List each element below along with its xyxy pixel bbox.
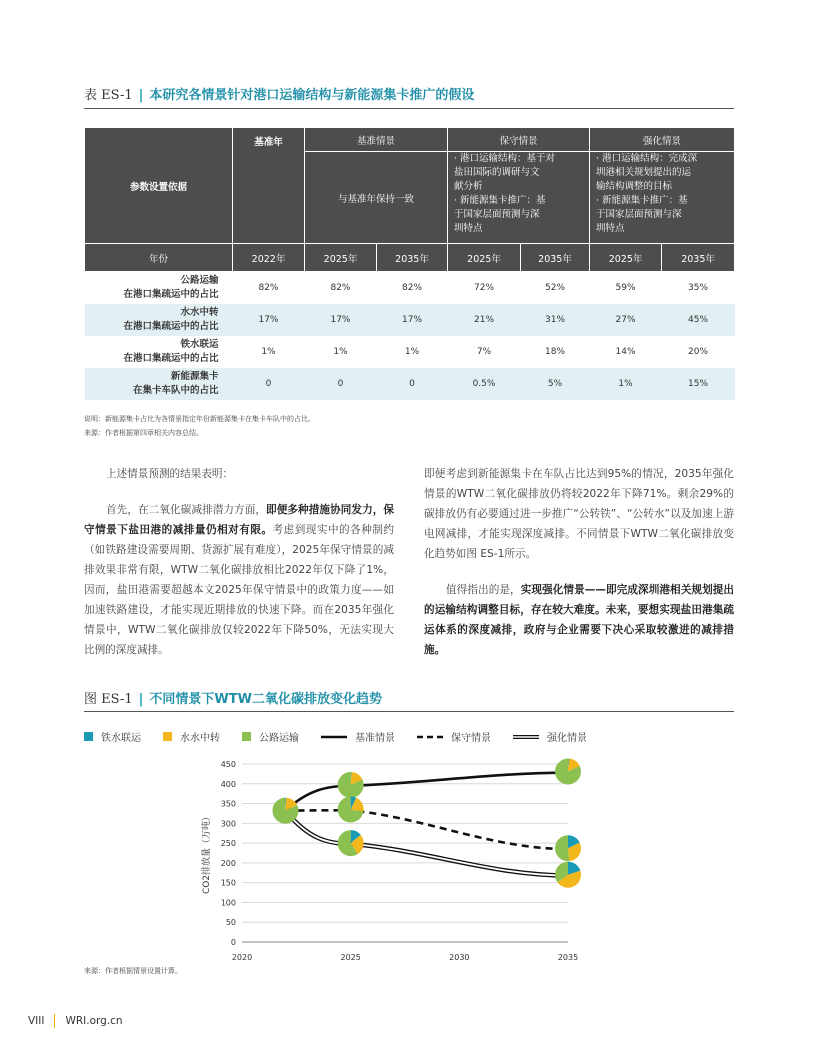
pie-slice-water [351,772,363,785]
y-tick-label: 350 [220,799,236,809]
table-cell: 7% [476,347,492,357]
pie-slice-rail [351,830,361,843]
conservative-desc-line: · 新能源集卡推广：基 [454,195,546,206]
table-note: 说明：新能源集卡占比为各情景指定年份新能源集卡在集卡车队中的占比。 [84,415,315,423]
body-left-paragraph [84,500,394,660]
table-cell: 45% [662,304,735,336]
body-left-text-a: 首先，在二氧化碳减排潜力方面， [106,504,267,516]
y-tick-label: 50 [225,918,236,928]
table-row [85,336,735,368]
table-cell: 31% [521,304,590,336]
pie-slice-road [338,796,364,822]
y-tick-label: 400 [220,779,236,789]
series-line-enhanced-inner [285,811,568,876]
site-url: WRI.org.cn [65,1015,123,1027]
year-label: 年份 [85,244,233,272]
table-cell: 0 [233,368,305,400]
pie-slice-road [555,759,581,785]
assumption-table [84,127,735,400]
pie-slice-road [555,835,569,861]
row-label-line1: 水水中转 [180,307,219,318]
body-left-bold: 即便多种措施协同发力，保守情景下盐田港的减排量仍相对有限。 [84,504,395,536]
figure-caption-rule [84,711,734,712]
table-cell: 59% [615,283,636,293]
pie-slice-rail [351,772,352,785]
pie-slice-water [568,843,581,862]
row-label-line2: 在集卡车队中的占比 [132,385,219,396]
table-cell: 1% [261,347,276,357]
pie-slice-water [351,798,364,812]
pie-slice-road [338,830,358,856]
pie-slice-rail [568,862,580,875]
table-cell: 0 [377,368,448,400]
y-tick-label: 300 [220,819,236,829]
enhanced-desc-line: 于国家层面预测与深 [596,209,682,220]
row-label-line1: 新能源集卡 [170,371,219,382]
table-cell: 35% [688,283,709,293]
table-cell: 5% [521,368,590,400]
legend-label: 基准情景 [355,733,395,744]
figure-caption-label: 图 ES-1 [84,692,133,707]
legend-swatch [84,732,93,741]
pie-slice-rail [285,798,286,811]
row-label-line1: 铁水联运 [180,339,219,350]
table-row [85,272,735,305]
series-line-baseline [285,773,568,811]
table-caption [84,84,474,103]
enhanced-desc-line: · 新能源集卡推广：基 [596,195,688,206]
table-caption-label: 表 ES-1 [84,88,133,103]
legend-line-double [513,733,539,741]
legend-swatch [242,732,251,741]
pie-slice-water [557,871,581,888]
legend-swatch [163,732,172,741]
enhanced-desc-line: 输结构调整的目标 [596,181,673,192]
series-line-enhanced [285,811,568,876]
legend-item-road [242,729,299,744]
table-cell: 82% [330,283,351,293]
body-left-text-c: 考虑到现实中的各种制约（如铁路建设需要周期、货源扩展有难度），2025年保守情景的减排效果非常有限，WTW二氧化碳排放相比2022年仅下降了1%，因而，盐田港需要超越本文2025年保守情景中的政策力度——如加速铁路建设，才能实现近期排放的快速下降。而在2035年强化情景中，WTW二氧化碳排放仅较2022年下降50%，无法实现大比例的深度减排。 [84,524,394,656]
x-tick-label: 2030 [449,953,470,962]
baseline-description: 与基准年保持一致 [305,152,448,244]
conservative-desc-line: 圳特点 [454,223,483,234]
conservative-desc-line: 献分析 [454,181,483,192]
year-cell: 2025年 [305,244,377,272]
figure-caption-title: 不同情景下WTW二氧化碳排放变化趋势 [149,692,382,707]
row-label-line2: 在港口集疏运中的占比 [123,289,219,300]
body-left-intro: 上述情景预测的结果表明： [106,468,234,480]
legend-label: 保守情景 [451,733,491,744]
conservative-desc-line: · 港口运输结构：基于对 [454,153,556,164]
figure-caption [84,688,382,707]
header-base-year: 基准年 [233,128,305,244]
table-caption-title: 本研究各情景针对港口运输结构与新能源集卡推广的假设 [149,88,475,103]
pie-slice-rail [568,759,569,772]
body-right-paragraph-1: 即便考虑到新能源集卡在车队占比达到95%的情况，2035年强化情景的WTW二氧化碳排放仍将较2022年下降71%。剩余29%的碳排放仍有必要通过进一步推广“公转铁”、“公转水”以及加速上游电网减排，才能实现深度减排。不同情景下WTW二氧化碳排放变化趋势如图 ES-1所示。 [424,468,734,560]
table-cell: 52% [545,283,566,293]
chart-source: 来源：作者根据情景设置计算。 [84,967,182,975]
legend-label: 水水中转 [180,733,220,744]
row-label-line1: 公路运输 [180,275,219,286]
pie-slice-water [285,798,297,811]
y-axis-label: CO2排放量（万吨） [202,811,212,895]
row-label-line2: 在港口集疏运中的占比 [123,321,219,332]
x-tick-label: 2025 [340,953,361,962]
legend-item-baseline [321,729,395,744]
chart-legend [84,729,609,744]
table-row [85,304,735,336]
row-label [85,336,233,368]
table-cell: 17% [377,304,448,336]
body-right-text-a: 值得指出的是， [446,584,521,596]
row-label [85,304,233,336]
legend-label: 公路运输 [259,733,299,744]
legend-item-water [163,729,220,744]
enhanced-description [590,152,735,244]
legend-item-conservative [417,729,491,744]
pie-slice-water [568,759,580,772]
table-cell: 27% [590,304,662,336]
legend-line-solid [321,733,347,741]
year-cell: 2035年 [521,244,590,272]
header-baseline: 基准情景 [305,128,448,152]
table-cell: 82% [402,283,423,293]
x-tick-label: 2020 [231,953,253,962]
table-cell: 72% [474,283,495,293]
table-cell: 21% [448,304,521,336]
table-cell: 1% [404,347,420,357]
table-cell: 15% [662,368,735,400]
pie-slice-road [338,772,364,798]
year-cell: 2035年 [662,244,735,272]
table-row [85,368,735,400]
year-cell: 2025年 [590,244,662,272]
y-tick-label: 100 [220,898,236,908]
table-cell: 0.5% [448,368,521,400]
header-conservative: 保守情景 [448,128,590,152]
caption-divider: | [138,692,144,707]
caption-divider: | [138,88,144,103]
pie-slice-road [272,798,298,824]
year-cell: 2035年 [377,244,448,272]
x-tick-label: 2035 [557,953,579,962]
page-footer [28,1014,123,1028]
conservative-desc-line: 于国家层面预测与深 [454,209,540,220]
year-cell: 2025年 [448,244,521,272]
table-cell: 14% [615,347,636,357]
table-cell: 20% [688,347,709,357]
header-basis: 参数设置依据 [85,128,233,244]
table-source: 来源：作者根据第四章相关内容总结。 [84,429,203,437]
enhanced-desc-line: 圳港相关规划提出的运 [596,167,692,178]
table-cell: 17% [305,304,377,336]
pie-slice-rail [568,835,580,848]
page-number: VIII [28,1015,45,1027]
legend-item-enhanced [513,729,587,744]
row-label [85,272,233,305]
footer-divider [54,1014,55,1028]
conservative-desc-line: 盐田国际的调研与文 [454,167,540,178]
y-tick-label: 450 [220,760,236,769]
body-right-paragraph-2 [424,580,734,660]
table-cell: 0 [305,368,377,400]
table-cell: 1% [590,368,662,400]
y-tick-label: 0 [230,938,236,947]
row-label [85,368,233,400]
y-tick-label: 150 [220,878,236,888]
y-tick-label: 200 [220,858,236,868]
enhanced-desc-line: · 港口运输结构：完成深 [596,153,698,164]
table-caption-rule [84,108,734,109]
table-cell: 18% [545,347,566,357]
pie-slice-water [351,835,364,854]
y-tick-label: 250 [220,839,236,849]
legend-label: 铁水联运 [101,733,141,744]
legend-line-dashed [417,733,443,741]
header-enhanced: 强化情景 [590,128,735,152]
legend-item-rail [84,729,141,744]
row-label-line2: 在港口集疏运中的占比 [123,353,219,364]
pie-slice-rail [351,796,357,809]
legend-label: 强化情景 [547,733,587,744]
series-line-conservative [285,810,568,849]
year-cell: 2022年 [233,244,305,272]
pie-slice-road [555,862,568,883]
enhanced-desc-line: 圳特点 [596,223,625,234]
table-cell: 82% [258,283,279,293]
table-cell: 1% [333,347,348,357]
body-right-bold: 实现强化情景——即完成深圳港相关规划提出的运输结构调整目标，存在较大难度。未来，要想实现盐田港集疏运体系的深度减排，政府与企业需要下决心采取较激进的减排措施。 [424,584,735,656]
conservative-description [448,152,590,244]
table-cell: 17% [233,304,305,336]
